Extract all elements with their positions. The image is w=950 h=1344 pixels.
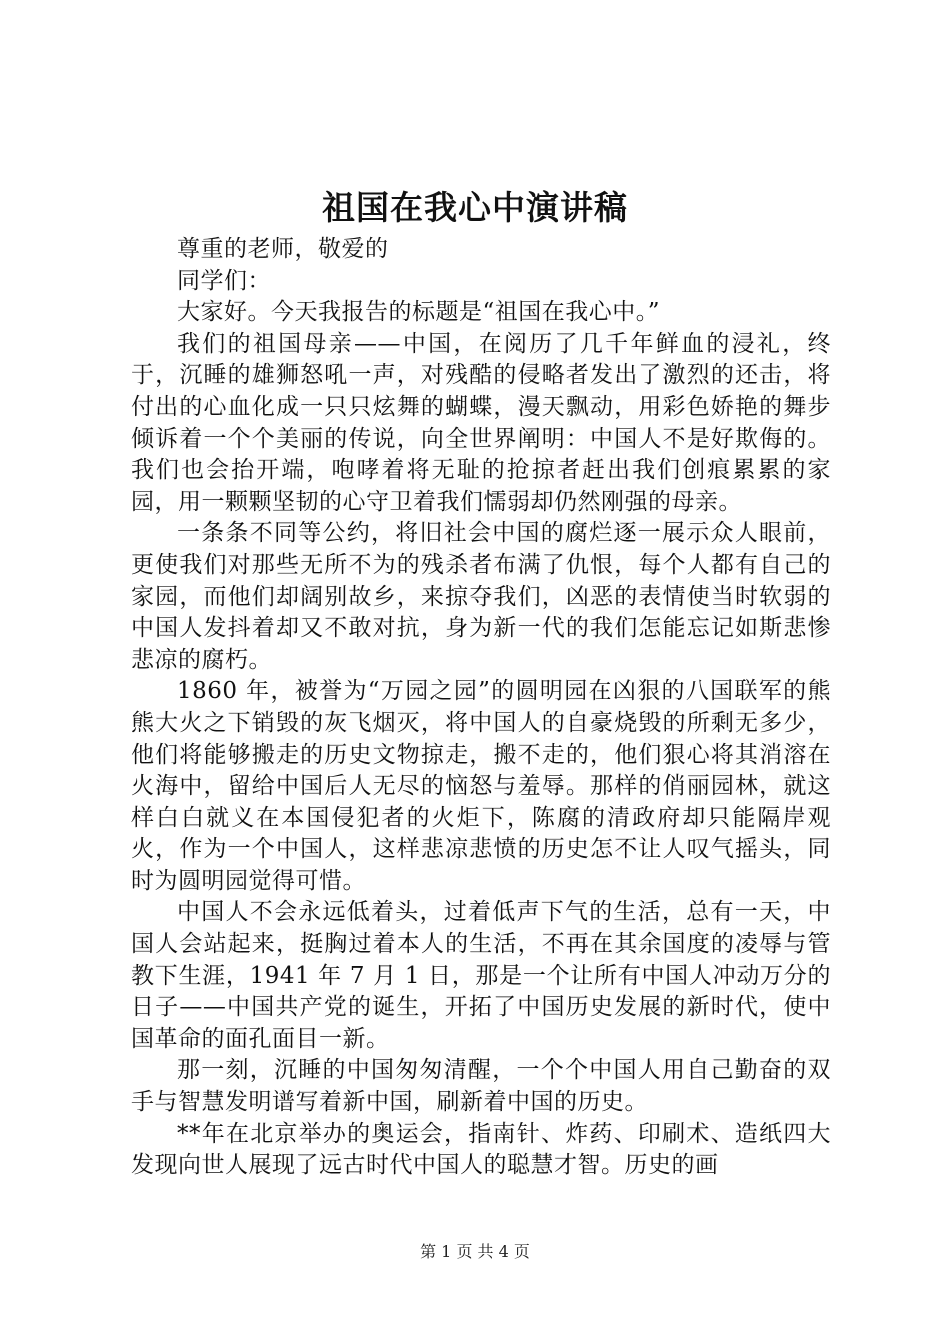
body-paragraph-5: 那一刻，沉睡的中国匆匆清醒，一个个中国人用自己勤奋的双手与智慧发明谱写着新中国，刷新着中国的历史。 <box>131 1057 831 1116</box>
body-paragraph-6: **年在北京举办的奥运会，指南针、炸药、印刷术、造纸四大发现向世人展现了远古时代中国人的聪慧才智。历史的画 <box>131 1120 831 1179</box>
greeting-paragraph: 大家好。今天我报告的标题是“祖国在我心中。” <box>177 299 661 326</box>
body-paragraph-1: 我们的祖国母亲——中国，在阅历了几千年鲜血的浸礼，终于，沉睡的雄狮怒吼一声，对残酷的侵略者发出了激烈的还击，将付出的心血化成一只只炫舞的蝴蝶，漫天飘动，用彩色娇艳的舞步倾诉着一个个美丽的传说，向全世界阐明：中国人不是好欺侮的。我们也会抬开端，咆哮着将无耻的抢掠者赶出我们创痕累累的家园，用一颗颗坚韧的心守卫着我们懦弱却仍然刚强的母亲。 <box>131 330 831 515</box>
body-paragraph-4: 中国人不会永远低着头，过着低声下气的生活，总有一天，中国人会站起来，挺胸过着本人的生活，不再在其余国度的凌辱与管教下生涯，1941 年 7 月 1 日，那是一个让所有中国人冲动万分的日子——中国共产党的诞生，开拓了中国历史发展的新时代，使中国革命的面孔面目一新。 <box>131 899 831 1052</box>
page-footer: 第 1 页 共 4 页 <box>420 1242 530 1261</box>
body-paragraph-2: 一条条不同等公约，将旧社会中国的腐烂逐一展示众人眼前，更使我们对那些无所不为的残杀者布满了仇恨，每个人都有自己的家园，而他们却阔别故乡，来掠夺我们，凶恶的表情使当时软弱的中国人发抖着却又不敢对抗，身为新一代的我们怎能忘记如斯悲惨悲凉的腐朽。 <box>131 520 831 673</box>
document-title: 祖国在我心中演讲稿 <box>322 188 628 227</box>
document-body <box>131 234 831 1182</box>
body-paragraph-3: 1860 年，被誉为“万园之园”的圆明园在凶狠的八国联军的熊熊大火之下销毁的灰飞烟灭，将中国人的自豪烧毁的所剩无多少，他们将能够搬走的历史文物掠走，搬不走的，他们狠心将其消溶在火海中，留给中国后人无尽的恼怒与羞辱。那样的俏丽园林，就这样白白就义在本国侵犯者的火炬下，陈腐的清政府却只能隔岸观火，作为一个中国人，这样悲凉悲愤的历史怎不让人叹气摇头，同时为圆明园觉得可惜。 <box>131 678 831 894</box>
salutation-line-1: 尊重的老师，敬爱的 <box>177 236 389 262</box>
salutation-line-2: 同学们： <box>177 267 271 294</box>
